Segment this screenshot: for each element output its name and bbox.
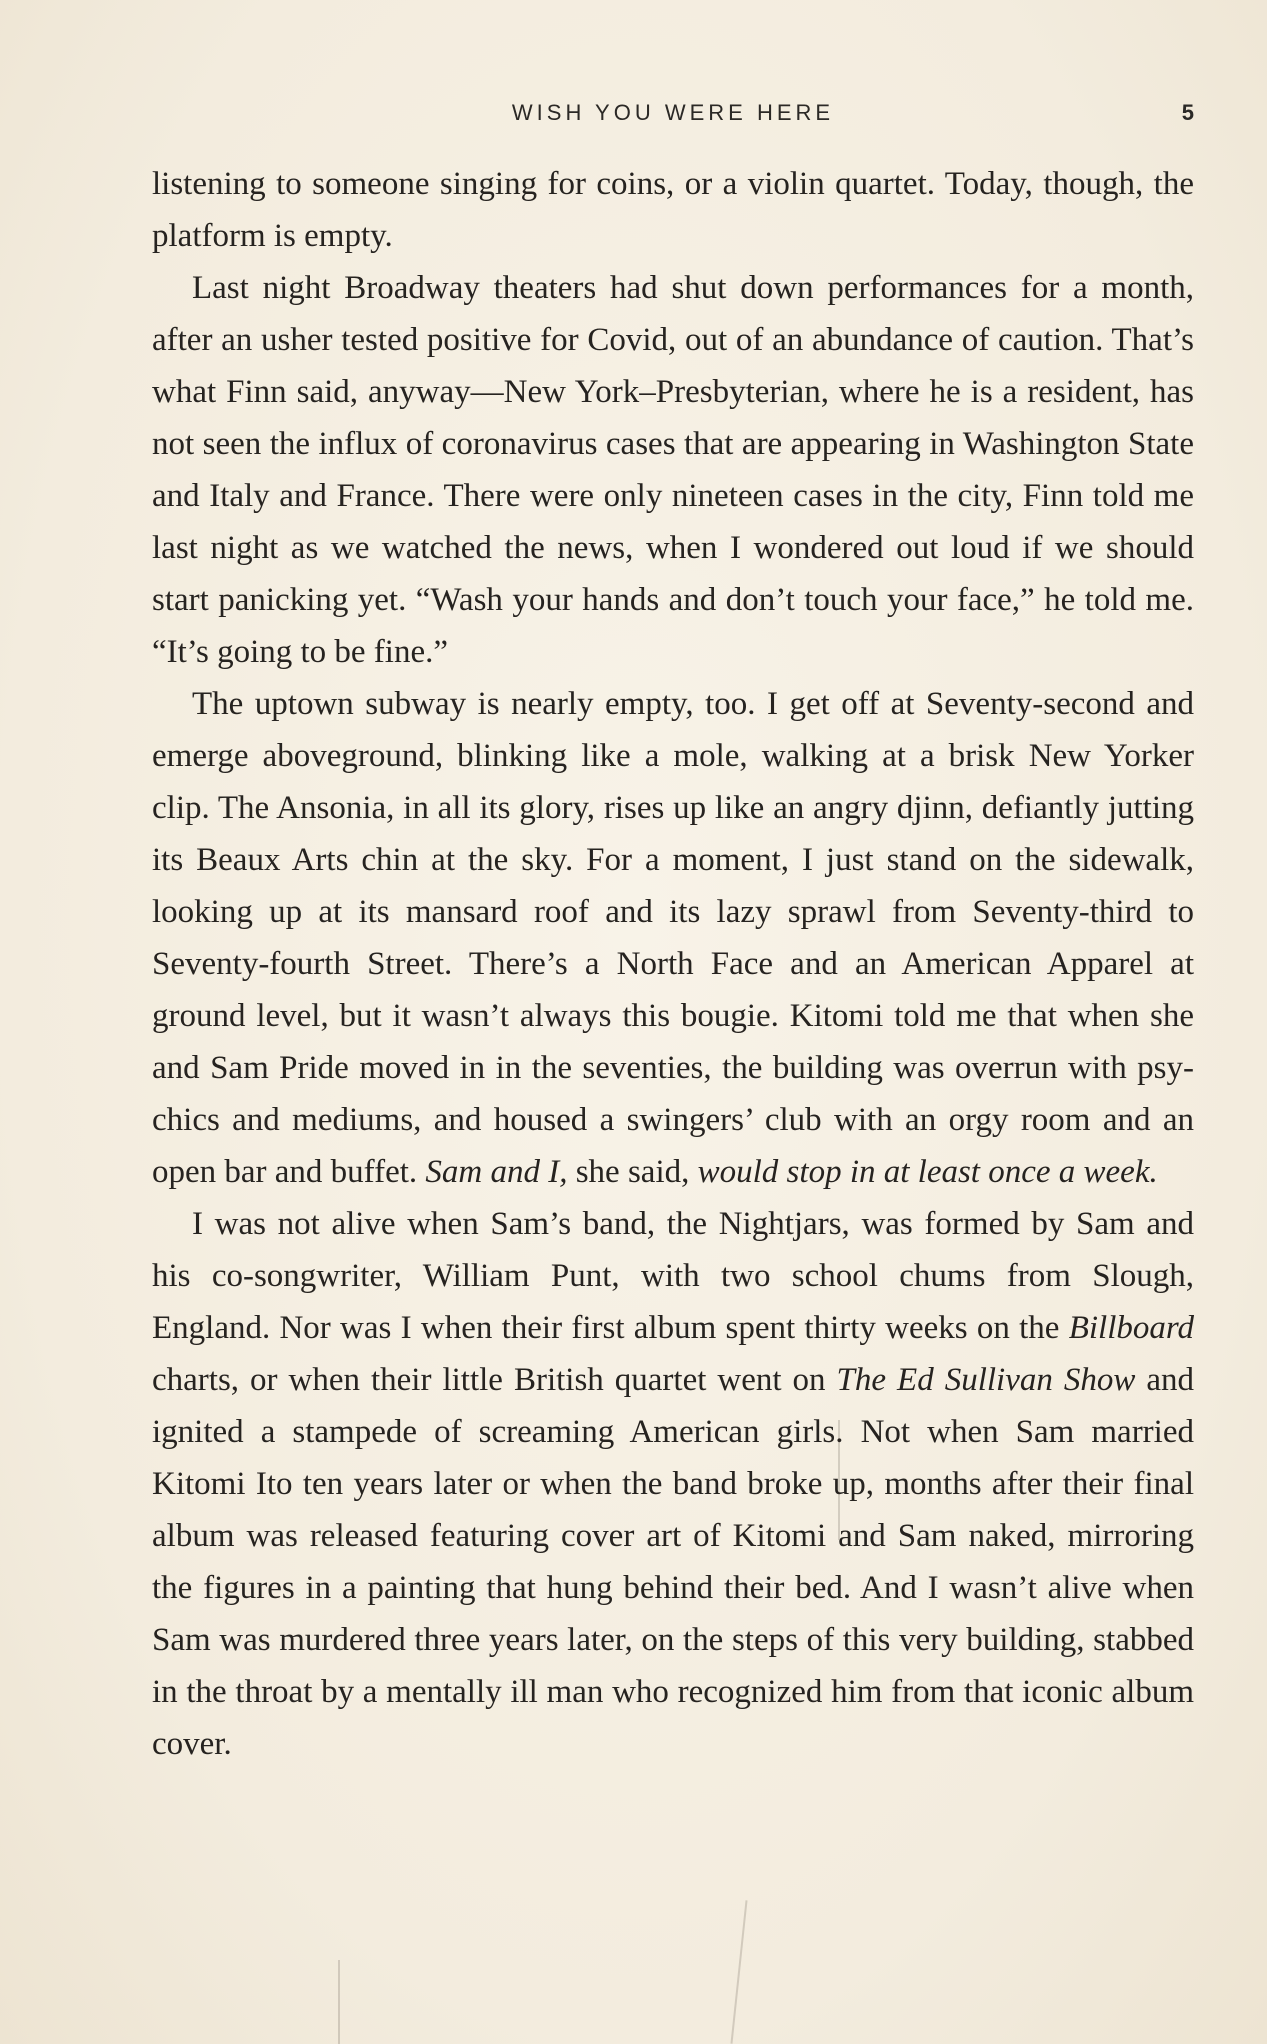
paper-crease [338,1960,340,2044]
italic-text: Billboard [1068,1310,1194,1346]
text-run: charts, or when their little British quartet went on [152,1362,837,1398]
paper-crease [838,1420,840,1540]
paragraph [152,158,1194,262]
page-number: 5 [1181,100,1194,125]
page-header [152,100,1194,130]
italic-text: The Ed Sullivan Show [836,1362,1136,1398]
paragraph [152,678,1194,1198]
text-run: Last night Broadway theaters had shut down performances for a month, after an usher tested positive for Covid, out of an abundance of caution. That’s what Finn said, anyway—New York–Presbyterian, where he is a resident, has not seen the influx of coronavirus cases that are appearing in Washington State and Italy and France. There were only nineteen cases in the city, Finn told me last night as we watched the news, when I wondered out loud if we should start panicking yet. “Wash your hands and don’t touch your face,” he told me. “It’s going to be fine.” [152,270,1194,670]
running-head: WISH YOU WERE HERE [511,100,835,125]
paragraph [152,1198,1194,1770]
paper-crease [730,1900,747,2043]
text-run: I was not alive when Sam’s band, the Nightjars, was formed by Sam and his co-songwriter, William Punt, with two school chums from Slough, England. Nor was I when their first album spent thirty weeks on the [152,1206,1194,1346]
paragraph [152,262,1194,678]
text-run: The uptown subway is nearly empty, too. I get off at Seventy-second and emerge aboveground, blinking like a mole, walking at a brisk New Yorker clip. The Ansonia, in all its glory, rises up like an angry djinn, defiantly jutting its Beaux Arts chin at the sky. For a moment, I just stand on the sidewalk, looking up at its mansard roof and its lazy sprawl from Seventy-third to Seventy-fourth Street. There’s a North Face and an American Apparel at ground level, but it wasn’t always this bougie. Kitomi told me that when she and Sam Pride moved in in the seventies, the building was overrun with psychics and mediums, and housed a swingers’ club with an orgy room and an open bar and buffet. [152,686,1194,1190]
text-run: listening to someone singing for coins, or a violin quartet. Today, though, the platform is empty. [152,166,1194,254]
italic-text: Sam and I, [425,1154,568,1190]
italic-text: would stop in at least once a week. [697,1154,1158,1190]
text-run: and ignited a stampede of screaming American girls. Not when Sam married Kitomi Ito ten years later or when the band broke up, months after their final album was released featuring cover art of Kitomi and Sam naked, mirroring the figures in a painting that hung behind their bed. And I wasn’t alive when Sam was murdered three years later, on the steps of this very building, stabbed in the throat by a mentally ill man who recognized him from that iconic album cover. [152,1362,1195,1762]
body-text [152,158,1194,1770]
text-run: she said, [567,1154,698,1190]
